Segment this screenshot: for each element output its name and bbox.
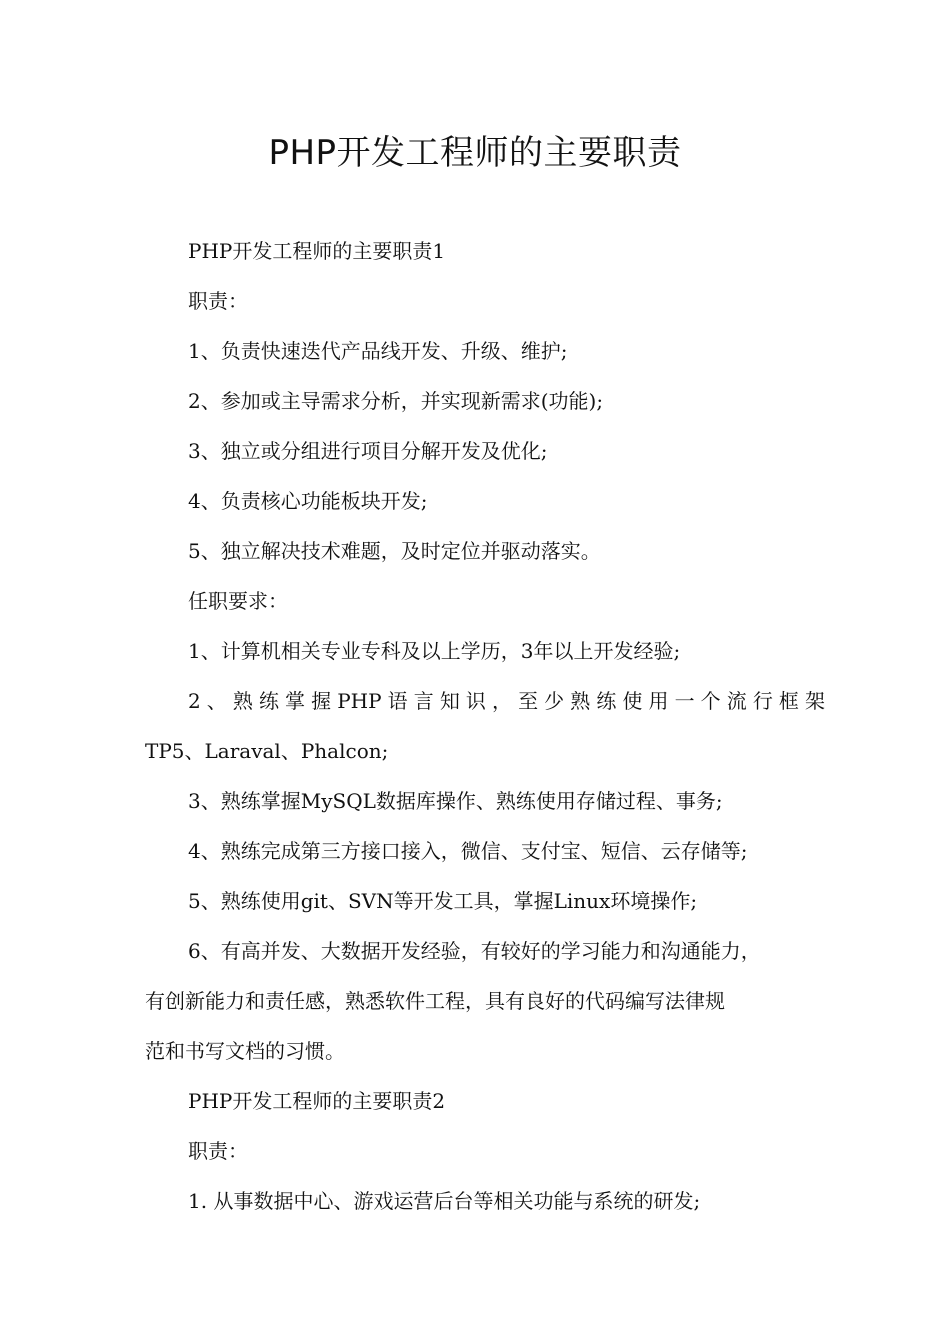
document-title: PHP开发工程师的主要职责 bbox=[268, 133, 682, 173]
subsection-label: 任职要求： bbox=[188, 589, 288, 613]
list-item-continuation: 范和书写文档的习惯。 bbox=[145, 1039, 345, 1063]
list-item: 1、负责快速迭代产品线开发、升级、维护; bbox=[188, 339, 568, 363]
list-item-continuation: 有创新能力和责任感，熟悉软件工程，具有良好的代码编写法律规 bbox=[145, 989, 725, 1013]
list-item: 1、计算机相关专业专科及以上学历，3年以上开发经验; bbox=[188, 639, 681, 663]
list-item: 5、独立解决技术难题，及时定位并驱动落实。 bbox=[188, 539, 601, 563]
document-body bbox=[145, 226, 825, 1226]
list-item: 6、有高并发、大数据开发经验，有较好的学习能力和沟通能力， bbox=[188, 939, 761, 963]
list-item: 4、负责核心功能板块开发; bbox=[188, 489, 428, 513]
list-item: 1. 从事数据中心、游戏运营后台等相关功能与系统的研发; bbox=[188, 1189, 701, 1213]
list-item: 4、熟练完成第三方接口接入，微信、支付宝、短信、云存储等; bbox=[188, 839, 748, 863]
list-item: 2、熟练掌握PHP语言知识，至少熟练使用一个流行框架 bbox=[188, 689, 825, 713]
subsection-label: 职责： bbox=[188, 1139, 248, 1163]
list-item: 3、熟练掌握MySQL数据库操作、熟练使用存储过程、事务; bbox=[188, 789, 723, 813]
list-item: 3、独立或分组进行项目分解开发及优化; bbox=[188, 439, 548, 463]
subsection-label: 职责： bbox=[188, 289, 248, 313]
list-item-continuation: TP5、Laraval、Phalcon; bbox=[145, 739, 389, 763]
list-item: 5、熟练使用git、SVN等开发工具，掌握Linux环境操作; bbox=[188, 889, 698, 913]
list-item: 2、参加或主导需求分析，并实现新需求(功能); bbox=[188, 389, 604, 413]
section-heading: PHP开发工程师的主要职责2 bbox=[188, 1089, 446, 1113]
section-heading: PHP开发工程师的主要职责1 bbox=[188, 239, 446, 263]
